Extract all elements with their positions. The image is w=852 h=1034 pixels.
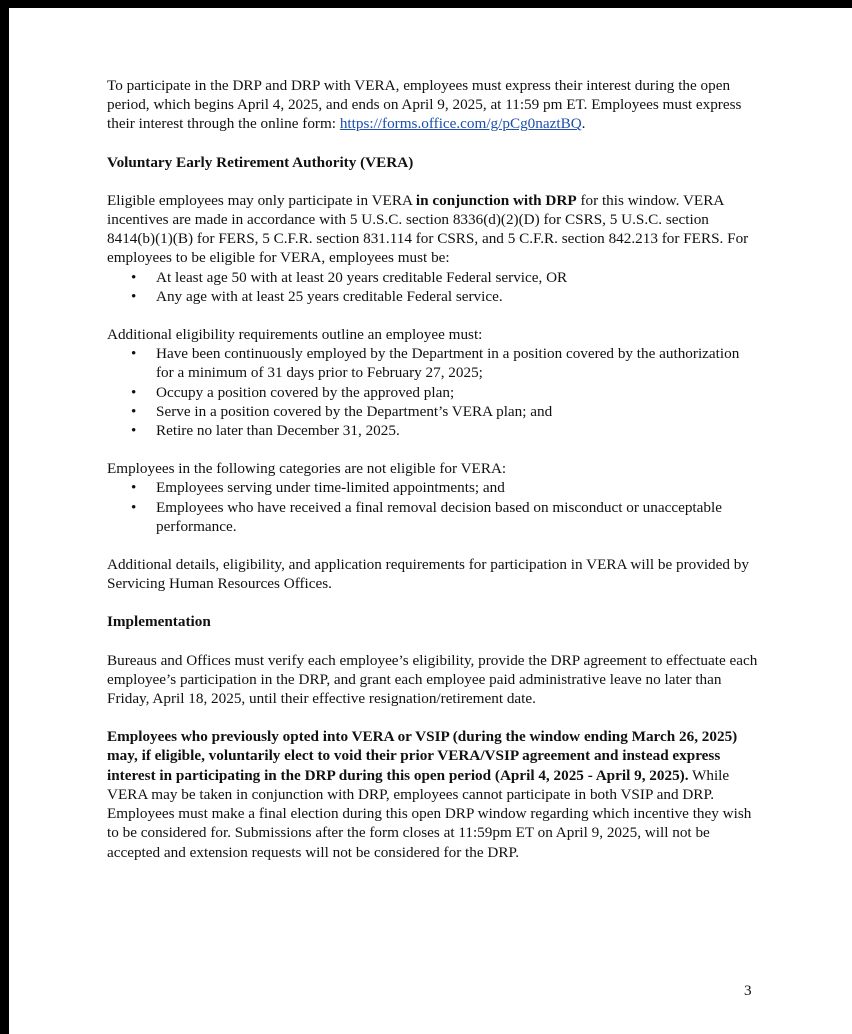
list-item: • Occupy a position covered by the approved plan; — [131, 383, 455, 401]
additional-intro: Additional eligibility requirements outline an employee must: — [107, 326, 483, 344]
vera-heading: Voluntary Early Retirement Authority (VERA) — [107, 153, 414, 171]
intro-paragraph: To participate in the DRP and DRP with VERA, employees must express their interest during the open period, which begins April 4, 2025, and ends on April 9, 2025, at 11:59 pm ET. Employees must express their interest through the online form: https://forms.office.com/g/pCg0naztBQ. — [107, 77, 742, 133]
list-item: • Serve in a position covered by the Department’s VERA plan; and — [131, 402, 553, 420]
list-item: • Employees serving under time-limited appointments; and — [131, 479, 505, 497]
left-border — [0, 0, 9, 1034]
list-item: • Retire no later than December 31, 2025. — [131, 422, 400, 440]
page-number: 3 — [744, 982, 752, 999]
implementation-paragraph: Bureaus and Offices must verify each employee’s eligibility, provide the DRP agreement to effectuate each employee’s participation in the DRP, and grant each employee paid administrative leave no later than Friday, April 18, 2025, until their effective resignation/retirement date. — [107, 651, 758, 708]
vera-details-paragraph: Additional details, eligibility, and application requirements for participation in VERA will be provided by Servicing Human Resources Offices. — [107, 556, 749, 593]
election-paragraph: Employees who previously opted into VERA or VSIP (during the window ending March 26, 2025) may, if eligible, voluntarily elect to void their prior VERA/VSIP agreement and instead express interest in participating in the DRP during this open period (April 4, 2025 - April 9, 2025). While VERA may be taken in conjunction with DRP, employees cannot participate in both VSIP and DRP. Employees must make a final election during this open DRP window regarding which incentive they wish to be considered for. Submissions after the form closes at 11:59pm ET on April 9, 2025, will not be accepted and extension requests will not be considered for the DRP. — [107, 728, 752, 861]
vera-paragraph: Eligible employees may only participate in VERA in conjunction with DRP for this window. VERA incentives are made in accordance with 5 U.S.C. section 8336(d)(2)(D) for CSRS, 5 U.S.C. section 8414(b)(1)(B) for FERS, 5 C.F.R. section 831.114 for CSRS, and 5 C.F.R. section 842.213 for FERS. For employees to be eligible for VERA, employees must be: — [107, 191, 749, 267]
implementation-heading: Implementation — [107, 613, 211, 631]
document-body — [107, 76, 759, 862]
form-link[interactable]: https://forms.office.com/g/pCg0naztBQ — [339, 115, 582, 133]
ineligible-list — [107, 478, 759, 536]
top-border — [0, 0, 852, 8]
list-item: • Employees who have received a final removal decision based on misconduct or unacceptable performance. — [131, 498, 722, 535]
list-item: • Have been continuously employed by the Department in a position covered by the authorization for a minimum of 31 days prior to February 27, 2025; — [131, 345, 740, 382]
list-item: • Any age with at least 25 years creditable Federal service. — [131, 287, 503, 305]
list-item: • At least age 50 with at least 20 years creditable Federal service, OR — [131, 268, 568, 286]
additional-requirements-list — [107, 344, 759, 440]
eligibility-list — [107, 268, 759, 306]
ineligible-intro: Employees in the following categories are not eligible for VERA: — [107, 460, 507, 478]
